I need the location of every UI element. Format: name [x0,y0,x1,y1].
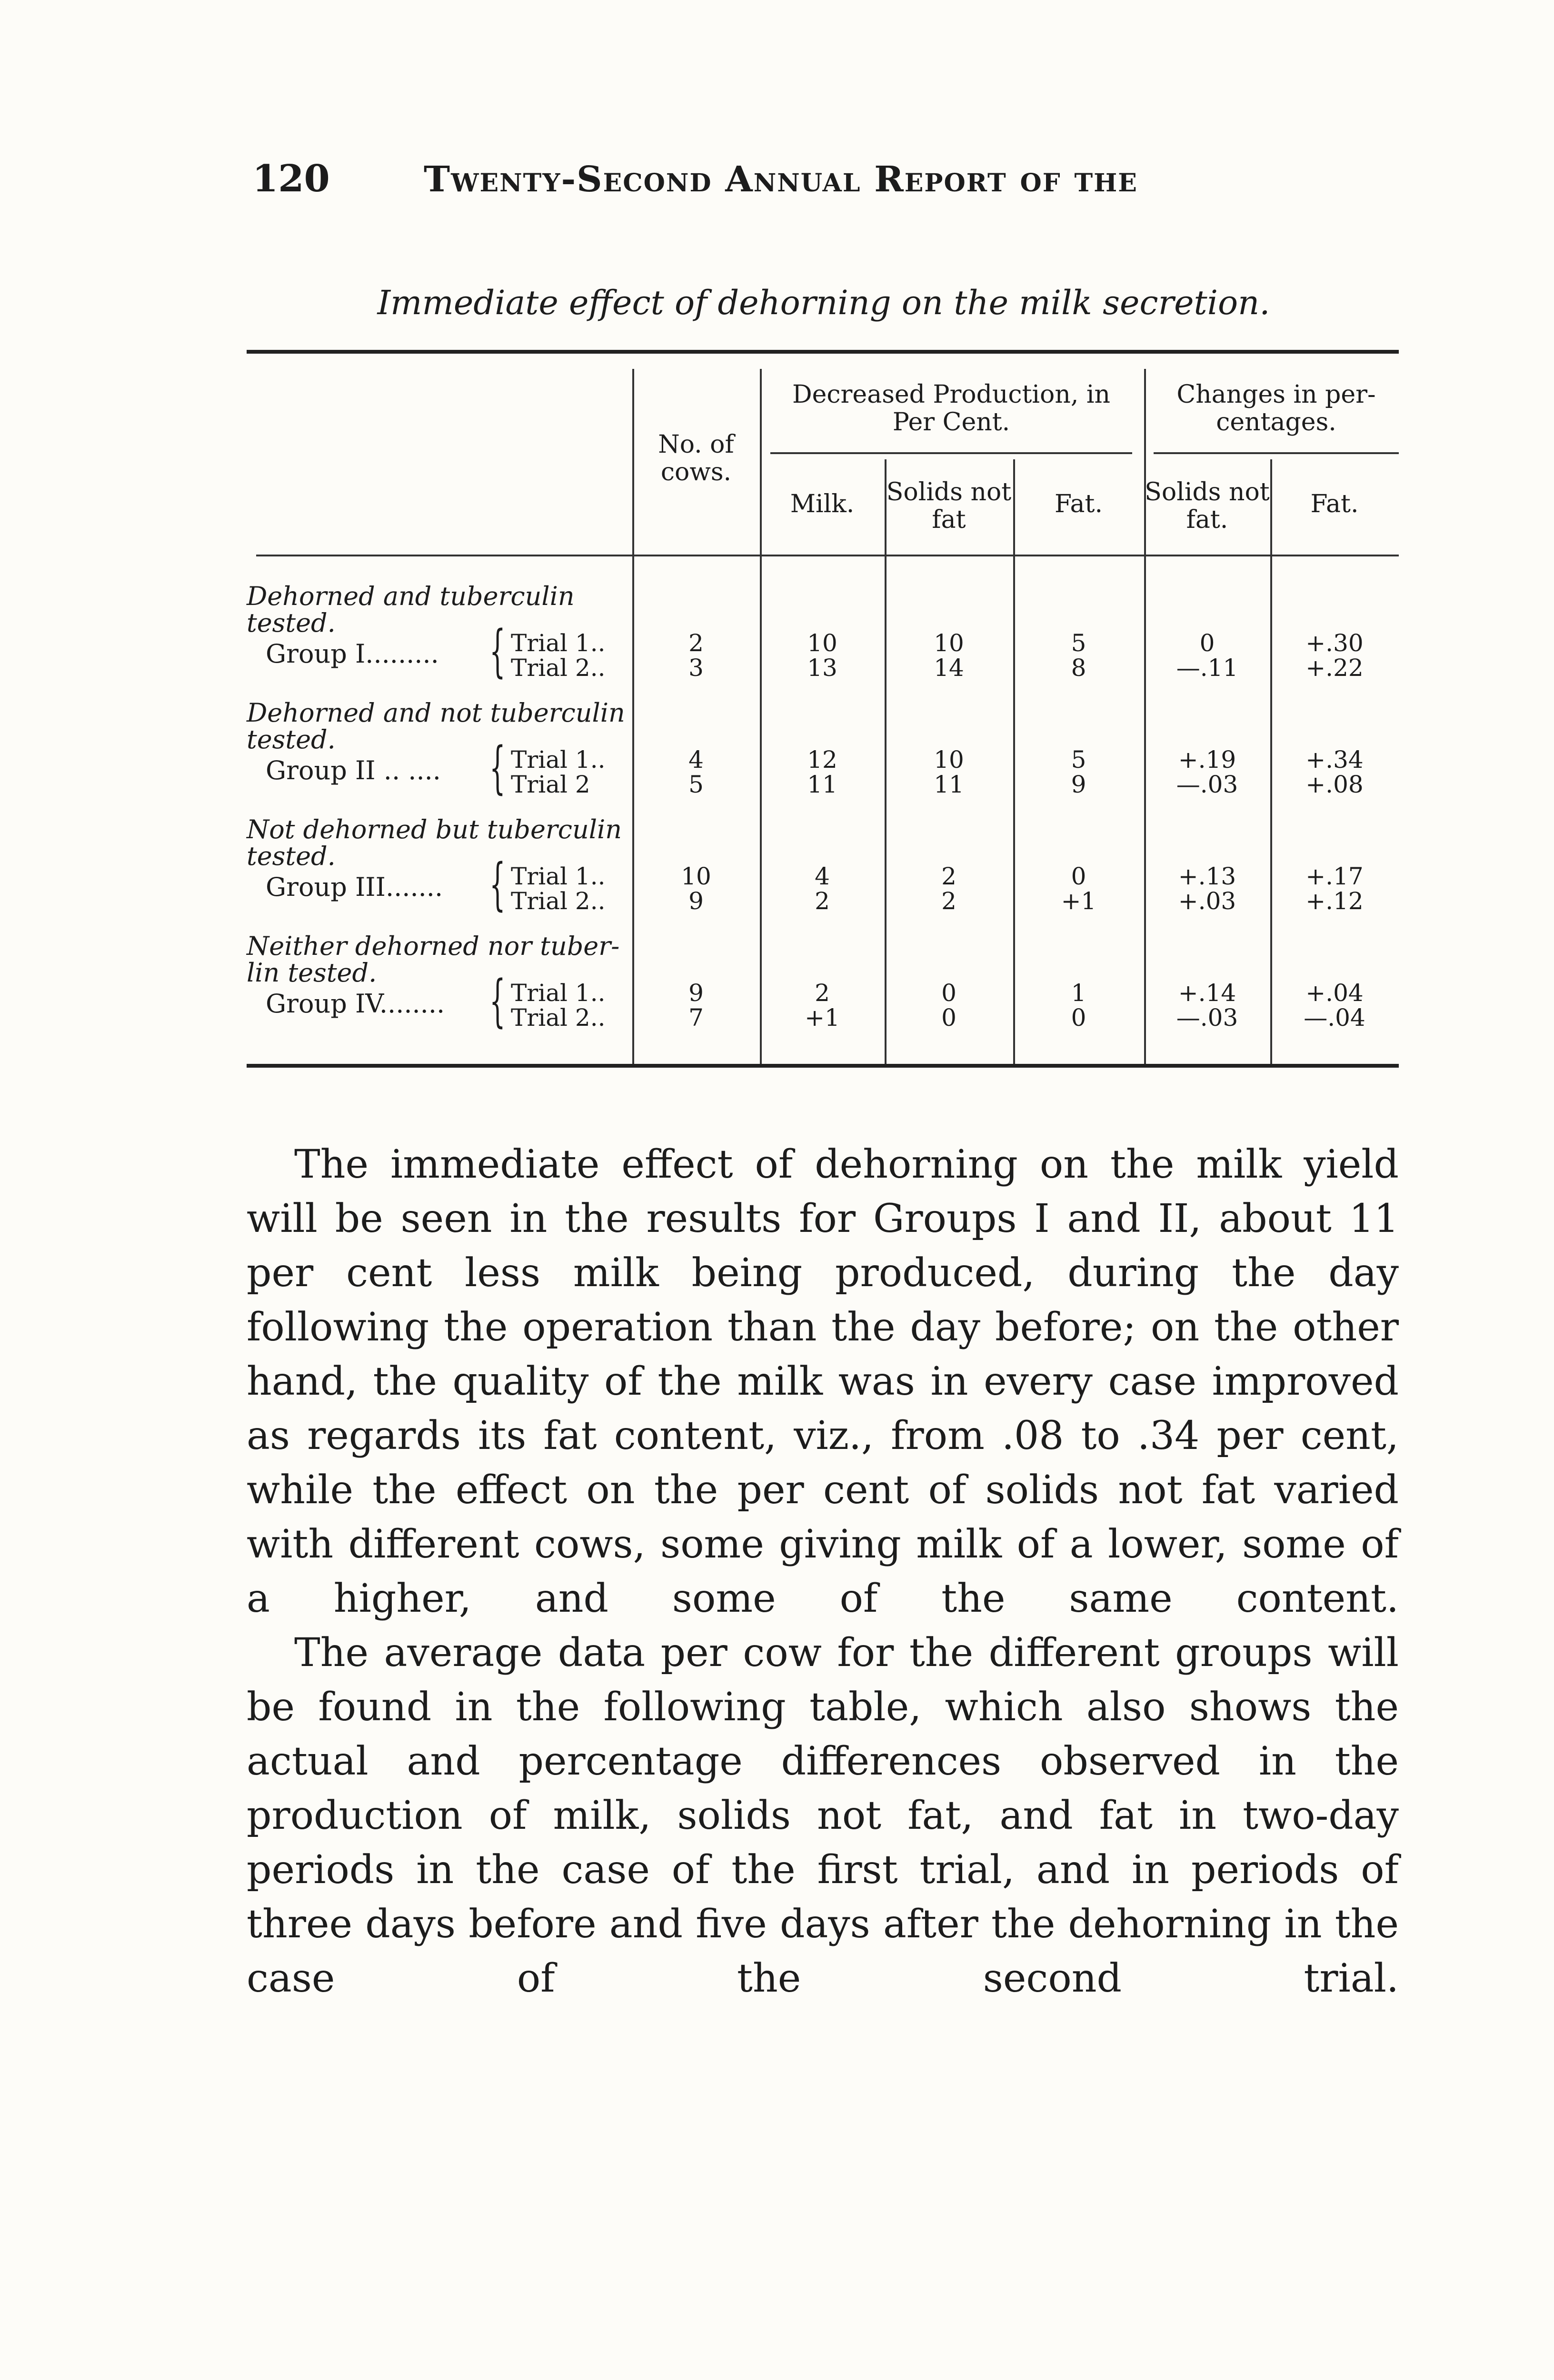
cell-fat-pct: +.22 [1305,654,1364,682]
cell-milk: 10 [807,629,837,657]
cell-solids-pct: +.19 [1178,746,1236,774]
cell-cows: 2 [688,629,704,657]
cell-solids-pct: —.03 [1176,1004,1238,1031]
cell-solids: 0 [941,979,956,1007]
trial-label: Trial 1.. [511,979,606,1007]
brace: { [489,968,506,1033]
cell-milk: 11 [807,771,837,798]
col-rule [1144,369,1146,1064]
cell-solids: 14 [934,654,964,682]
cell-fat: 9 [1071,771,1086,798]
cell-milk: 13 [807,654,837,682]
cell-fat-pct: +.30 [1305,629,1364,657]
header-decreased-production: Decreased Production, in Per Cent. [792,380,1111,436]
cell-solids-pct: +.13 [1178,863,1236,890]
cell-fat: 0 [1071,1004,1086,1031]
cell-solids: 10 [934,629,964,657]
subheader-rule [770,452,1132,454]
cell-fat-pct: +.08 [1305,771,1364,798]
group-heading: Dehorned and not tuberculin tested. [247,698,625,754]
cell-cows: 5 [688,771,704,798]
cell-solids: 10 [934,746,964,774]
header-solids-not-fat: Solids not fat [886,478,1012,534]
cell-fat-pct: +.34 [1305,746,1364,774]
cell-fat: 0 [1071,863,1086,890]
header-solids-not-fat-pct: Solids not fat. [1145,478,1270,534]
cell-milk: 2 [815,979,830,1007]
cell-fat-pct: +.04 [1305,979,1364,1007]
trial-label: Trial 2.. [511,654,606,682]
cell-fat: 5 [1071,746,1086,774]
cell-milk: 4 [815,863,830,890]
col-rule [760,369,762,1064]
group-label: Group III....... [266,872,443,902]
cell-fat-pct: +.17 [1305,863,1364,890]
cell-solids-pct: —.03 [1176,771,1238,798]
page-header [252,157,1314,214]
running-title: Twenty-Second Annual Report of the [424,159,1138,200]
trial-label: Trial 2.. [511,887,606,915]
header-fat-pct: Fat. [1310,490,1359,518]
cell-cows: 9 [688,979,704,1007]
cell-solids-pct: —.11 [1176,654,1238,682]
trial-label: Trial 1.. [511,863,606,890]
table-caption: Immediate effect of dehorning on the milk secretion. [377,283,1270,322]
brace: { [489,734,506,800]
cell-fat: 5 [1071,629,1086,657]
page-number: 120 [252,157,330,200]
cell-cows: 7 [688,1004,704,1031]
header-bottom-rule [256,555,1399,556]
cell-cows: 3 [688,654,704,682]
cell-solids-pct: +.03 [1178,887,1236,915]
cell-solids: 2 [941,887,956,915]
trial-label: Trial 1.. [511,746,606,774]
header-no-of-cows: No. of cows. [658,430,734,486]
cell-fat-pct: +.12 [1305,887,1364,915]
table-bottom-rule [247,1064,1399,1068]
cell-cows: 10 [681,863,711,890]
cell-solids-pct: 0 [1199,629,1215,657]
cell-solids: 11 [934,771,964,798]
trial-label: Trial 2 [511,771,590,798]
brace: { [489,851,506,917]
group-label: Group II .. .... [266,755,441,785]
header-changes-percentages: Changes in per-centages. [1176,380,1376,436]
header-fat: Fat. [1055,490,1103,518]
table-top-rule [247,350,1399,354]
cell-solids: 2 [941,863,956,890]
group-label: Group IV........ [266,989,445,1019]
paragraph: The immediate effect of dehorning on the milk yield will be seen in the results for Groups I and II, about 11 per cent less milk being produced, during the day following the operation than the day before; on the other hand, the quality of the milk was in every case improved as regards its fat content, viz., from .08 to .34 per cent, while the effect on the per cent of solids not fat varied with different cows, some giving milk of a lower, some of a higher, and some of the same content. [247,1142,1399,1621]
cell-fat: 1 [1071,979,1086,1007]
group-heading: Not dehorned but tuberculin tested. [247,814,622,871]
cell-solids-pct: +.14 [1178,979,1236,1007]
dehorning-table [247,350,1399,1085]
group-heading: Neither dehorned nor tuber-lin tested. [247,931,620,988]
group-label: Group I......... [266,639,439,669]
cell-fat-pct: —.04 [1304,1004,1365,1031]
header-milk: Milk. [790,490,855,518]
subheader-rule [1154,452,1399,454]
cell-fat: +1 [1061,887,1096,915]
trial-label: Trial 1.. [511,629,606,657]
cell-milk: 2 [815,887,830,915]
body-text [247,1138,1399,2006]
cell-solids: 0 [941,1004,956,1031]
trial-label: Trial 2.. [511,1004,606,1031]
paragraph: The average data per cow for the different groups will be found in the following table, which also shows the actual and percentage differences observed in the production of milk, solids not fat, and fat in two-day periods in the case of the first trial, and in periods of three days before and five days after the dehorning in the case of the second trial. [247,1630,1399,2001]
brace: { [489,618,506,684]
cell-milk: 12 [807,746,837,774]
cell-cows: 4 [688,746,704,774]
cell-fat: 8 [1071,654,1086,682]
group-heading: Dehorned and tuberculin tested. [247,581,575,638]
cell-milk: +1 [805,1004,840,1031]
cell-cows: 9 [688,887,704,915]
